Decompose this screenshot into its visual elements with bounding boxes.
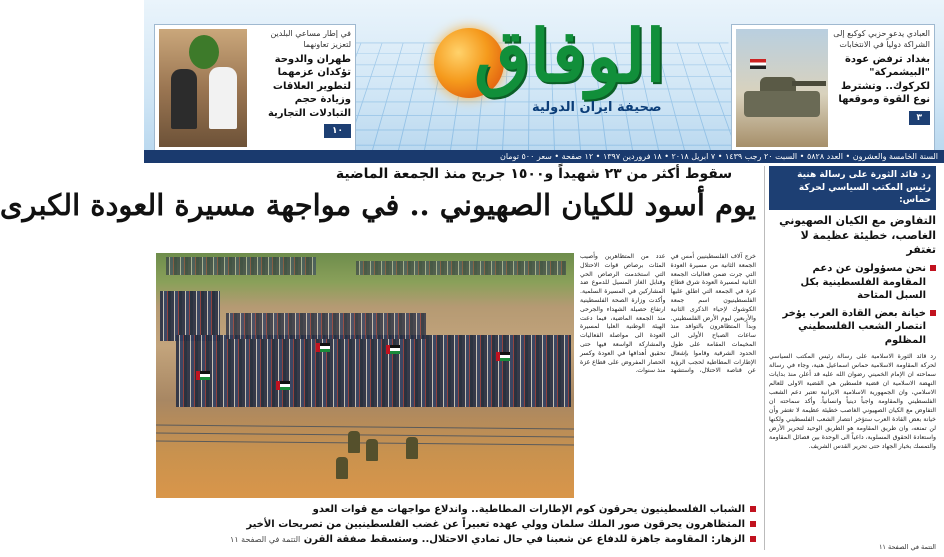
flag-icon bbox=[750, 59, 766, 69]
meeting-photo bbox=[159, 29, 247, 147]
right-column bbox=[764, 166, 936, 550]
bottom-headlines bbox=[156, 502, 756, 547]
soldier-figure-icon bbox=[366, 439, 378, 461]
teaser-box-right[interactable] bbox=[731, 24, 935, 152]
bottom-headline-item[interactable] bbox=[156, 502, 756, 517]
newspaper-logo: الوفاق bbox=[474, 13, 666, 98]
crowd-far bbox=[166, 257, 316, 275]
soldier-figure-icon bbox=[336, 457, 348, 479]
issue-dateline: السنة الخامسة والعشرون • العدد ٥٨٢٨ • السبت ٢٠ رجب ١٤٣٩ • ٧ ابريل ٢٠١٨ • ١٨ فروردين ١٣٩٧ • ١٢ صفحة • سعر ٥٠٠ تومان bbox=[144, 150, 944, 163]
palestinian-flag-icon bbox=[196, 371, 210, 380]
palestinian-flag-icon bbox=[496, 352, 510, 361]
teaser-kicker: في إطار مساعي البلدين لتعزيز تعاونهما bbox=[270, 29, 351, 49]
right-column-body: رد قائد الثورة الاسلامية على رسالة رئيس المكتب السياسي لحركة المقاومة الاسلامية حماس اسماعيل هنية، وجاء في رسالة سماحته ان الإمام الخميني رضوان الله عليه قد أعلن منذ بدايات النهضة الاسلامية ان قضية فلسطين هي القضية الاولى للعالم الاسلامي، وان الجمهورية الاسلامية الايرانية تعتبر دعم الشعب الفلسطيني والمقاومة واجباً دينياً وانسانياً. وأكد سماحته ان التفاوض مع الكيان الصهيوني الغاصب خطيئة عظيمة لا تغتفر وأن خيانة بعض القادة العرب ستؤخر انتصار الشعب الفلسطيني ولكنها لن تمنعه، وان طريق المقاومة هو الطريق الوحيد لتحرير الأرض واستعادة الحقوق المسلوبة، داعياً الى الوحدة بين فصائل المقاومة والتمسك بخيار الجهاد حتى تحرير القدس الشريف. bbox=[769, 353, 936, 451]
crowd-left bbox=[160, 291, 220, 341]
plant-icon bbox=[189, 35, 219, 69]
continued-note: التتمة في الصفحة ١١ bbox=[230, 535, 301, 544]
tank-body bbox=[744, 91, 820, 117]
right-column-bullet[interactable]: خيانة بعض القادة العرب يؤخر انتصار الشعب الفلسطيني المظلوم bbox=[769, 307, 936, 348]
tank-gun bbox=[792, 81, 826, 86]
person-figure-icon bbox=[209, 67, 237, 129]
crowd-far bbox=[356, 261, 566, 275]
teaser-headline[interactable]: بغداد ترفض عودة "البيشمركة" لكركوك.. وتشترط نوع القوة وموقعها bbox=[838, 53, 930, 106]
page-number-badge: ٣ bbox=[909, 111, 931, 125]
border-fence bbox=[156, 419, 574, 459]
teaser-box-left[interactable] bbox=[154, 24, 356, 152]
main-article-body: خرج آلاف الفلسطينيين أمس في الجمعة الثانية من مسيرة العودة التي جرت ضمن فعاليات الجمعة الثانية لمسيرة العودة شرق قطاع غزة في الجمعة التي اطلق عليها الفلسطينيون اسم جمعة الكوشوك لإحياء الذكرى الثانية والأربعين ليوم الأرض الفلسطيني. وبدأ المتظاهرون بالتوافد منذ ساعات الصباح الأولى الى المخيمات المقامة على طول الحدود الشرقية وقاموا بإشعال الإطارات المطاطية لحجب الرؤية عن قناصة الاحتلال، واستشهد عدد من المتظاهرين وأصيب المئات برصاص قوات الاحتلال التي استخدمت الرصاص الحي وقنابل الغاز المسيل للدموع ضد المشاركين في المسيرة السلمية. وأكدت وزارة الصحة الفلسطينية ارتفاع حصيلة الشهداء والجرحى منذ الجمعة الماضية، فيما دعت الهيئة الوطنية العليا لمسيرة العودة الى مواصلة الفعاليات والمشاركة الواسعة فيها حتى تحقيق أهدافها في العودة وكسر الحصار المفروض على قطاع غزة منذ سنوات. bbox=[580, 253, 756, 375]
right-column-headline[interactable]: التفاوض مع الكيان الصهيوني الغاصب، خطيئة عظيمة لا تغتفر bbox=[779, 213, 936, 257]
teaser-text bbox=[830, 29, 930, 125]
palestinian-flag-icon bbox=[316, 343, 330, 352]
palestinian-flag-icon bbox=[386, 345, 400, 354]
bottom-headline-text: الشباب الفلسطينيون يحرقون كوم الإطارات المطاطية.. واندلاع مواجهات مع قوات العدو bbox=[312, 504, 745, 515]
soldier-figure-icon bbox=[406, 437, 418, 459]
main-headline[interactable]: يوم أسود للكيان الصهيوني .. في مواجهة مسيرة العودة الكبرى bbox=[0, 188, 756, 222]
page-number-badge: ١٠ bbox=[324, 124, 351, 138]
person-figure-icon bbox=[171, 69, 197, 129]
continued-note[interactable]: التتمة في الصفحة ١١ bbox=[878, 543, 936, 552]
crowd-main bbox=[176, 335, 571, 407]
teaser-text bbox=[251, 29, 351, 138]
masthead bbox=[144, 0, 944, 163]
newspaper-tagline: صحيفة ايران الدولية bbox=[532, 100, 662, 115]
soldier-figure-icon bbox=[348, 431, 360, 453]
bottom-headline-text: المتظاهرون يحرقون صور الملك سلمان وولي عهده تعبيراً عن غضب الفلسطينيين من تصريحات الأخير bbox=[246, 519, 745, 530]
teaser-kicker: العبادي يدعو حزبي كوكبع إلى الشراكة دولياً في الانتخابات bbox=[833, 29, 930, 49]
protest-photo bbox=[156, 253, 574, 498]
main-subheadline: سقوط أكثر من ٢٣ شهيداً و١٥٠٠ جريح منذ الجمعة الماضية bbox=[335, 166, 733, 182]
right-column-kicker: رد قائد الثورة على رسالة هنية رئيس المكتب السياسي لحركة حماس: bbox=[769, 166, 936, 210]
palestinian-flag-icon bbox=[276, 381, 290, 390]
bottom-headline-text: الزهار: المقاومة جاهزة للدفاع عن شعبنا في حال تمادي الاحتلال.. وستسقط صفقة القرن bbox=[303, 534, 745, 545]
bottom-headline-item[interactable] bbox=[156, 517, 756, 532]
bottom-headline-item[interactable] bbox=[156, 532, 756, 547]
tank-photo bbox=[736, 29, 828, 147]
teaser-headline[interactable]: طهران والدوحة تؤكدان عزمهما لتطوير العلاقات وزيادة حجم التبادلات التجارية bbox=[267, 53, 351, 119]
right-column-bullet[interactable]: نحن مسؤولون عن دعم المقاومة الفلسطينية بكل السبل المتاحة bbox=[769, 262, 936, 303]
crowd-main bbox=[226, 313, 426, 339]
